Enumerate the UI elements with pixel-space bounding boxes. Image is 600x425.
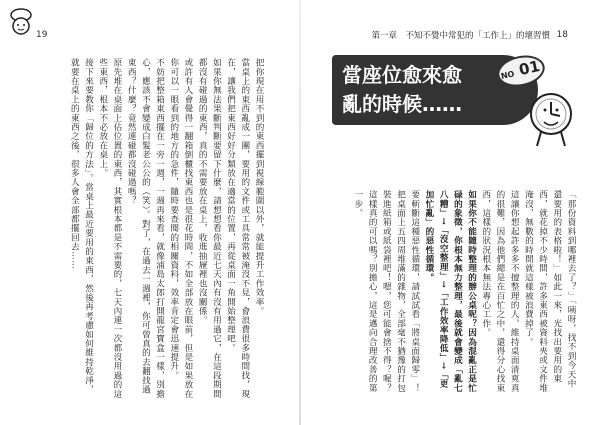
right-body-text [320, 190, 578, 395]
paragraph: 如果你無法果斷判斷要留下什麼，請想想看你最近七天內有沒有用過它，在這段期間都沒有碰過的東西，真的不需要放在桌上，收進抽屜裡也沒關係。 [197, 58, 222, 399]
paragraph: 或許有人會覺得一翻箱倒櫃找東西也是很花時間，不如全部放在眼前，但是如果放在你可以一眼看到的地方的急件，隨時要查閱的相關資料，效率肯定會迅速提升。 [168, 58, 193, 399]
running-header: 第一章 不知不覺中常犯的「工作上」的壞習慣 [371, 31, 550, 41]
title-line-1: 當座位愈來愈 [342, 63, 462, 87]
paragraph: 接下來要教你「歸位的方法」。當桌上最近要用的東西，然後再考慮如何維持乾淨，就要在桌上的東西之後，很多人會全部都擺回去…… [69, 58, 94, 395]
section-title [342, 61, 517, 119]
page-number-left: 19 [36, 30, 48, 40]
paragraph: 不妨把整箱東西擺在一旁一週，一週再來看，就像浦島太郎打開龍宮寶盒一樣，別擔心，應該不會變成白髮老公公的（笑）。對了，在過去一週裡，你可曾真的去翻找過東西？什麼？竟然連碰都沒碰過嗎？ [126, 58, 165, 399]
badge-label: NO [500, 69, 516, 81]
badge-number: 01 [517, 57, 542, 79]
paragraph: 這讓你想起許多多不擅整理的人，維持桌面清爽真的很難，因為他們總是在百忙之中，還得分心找東西，這樣的狀況根本無法專心工作。 [480, 190, 520, 393]
paragraph: 「那份資料到哪裡去了？」「咦呀，找不到今天中還要用的表格啦！」如此一來，光找出要用的東西，就花掉不少時間，許多東西被資料夾或文件堆淹沒，無數的時間就這樣被浪費掉了。 [523, 190, 576, 393]
page-number-right: 18 [556, 30, 568, 40]
paragraph: 把你現在用不到的東西擺到視線範圍以外，就能提升工作效率。 [254, 58, 264, 316]
clock-mascot-icon [525, 88, 577, 150]
chef-mascot-icon [8, 8, 34, 38]
paragraph: 要斬斷這種惡性循環，請試試看「將桌面歸零」！把桌面上五四周堆滿的雜物，全部毫不猶豫的打包裝進紙箱或紙袋裡吧！嗯，您可能會捨不得？喔？這樣真的可以嗎？別擔心，這是邁向合理改善的第一步。 [352, 190, 420, 393]
title-line-2: 亂的時候…… [342, 92, 462, 116]
left-body-text [44, 58, 266, 400]
highlighted-paragraph: 如果你不能隨時整理的辦公桌呢？因為混亂正是忙碌的象徵，你根本無力整理，最後就會變成「亂七八糟」→「沒空整理」→「工作效率降低」→「更加忙亂」的惡性循環。 [423, 190, 477, 393]
paragraph: 原先堆在桌面上佔位置的東西，其實根本都是不需要的，七天內連一次都沒用過的這些東西，根本不必放在桌上。 [97, 58, 122, 399]
paragraph: 當桌上的東西亂成一團，要用的文件或工具常常被淹沒不見，會浪費很多時間找，現在，讓我們把東西好好分類放在適當的位置，再從桌面一角開始整理吧。 [225, 58, 250, 399]
